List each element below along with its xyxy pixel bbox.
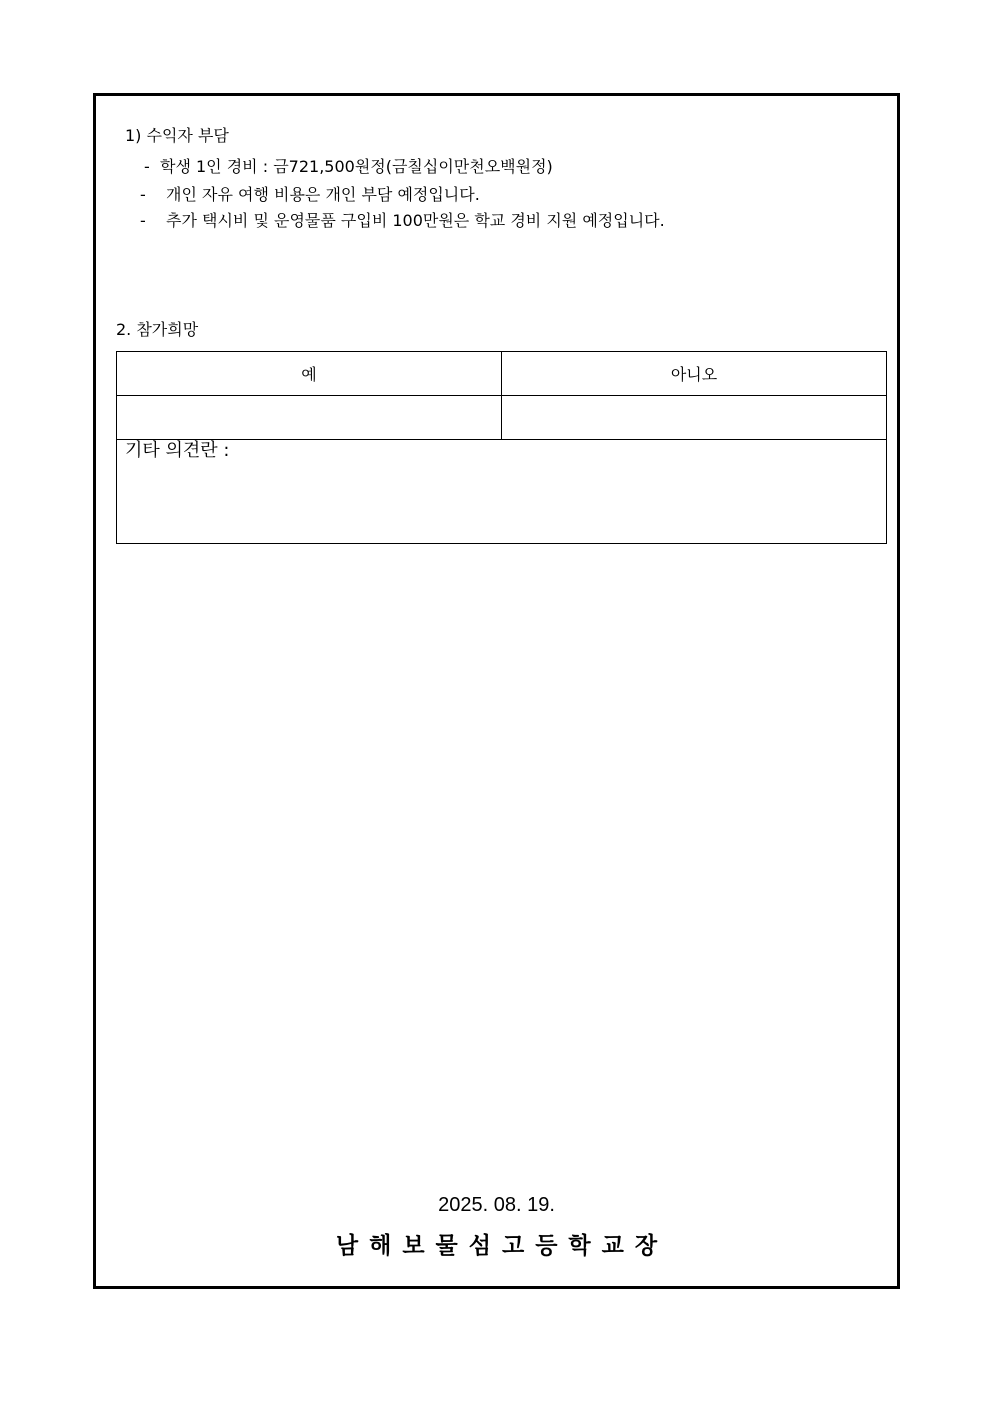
participation-table [116, 351, 887, 544]
opinion-row [117, 440, 887, 544]
opinion-cell[interactable] [117, 440, 887, 544]
document-date: 2025. 08. 19. [438, 1194, 555, 1216]
cost-section-title: 1) 수익자 부담 [125, 126, 229, 145]
bullet-text: 추가 택시비 및 운영물품 구입비 100만원은 학교 경비 지원 예정입니다. [166, 211, 665, 230]
document-frame [93, 93, 900, 1289]
bullet-dash: - [144, 157, 150, 176]
no-answer-cell[interactable] [502, 396, 887, 440]
no-header-cell: 아니오 [502, 352, 887, 396]
participation-header-row [117, 352, 887, 396]
signer-title: 남해보물섬고등학교장 [335, 1233, 669, 1259]
yes-header-cell: 예 [117, 352, 502, 396]
cost-bullet-personal-travel [140, 185, 480, 205]
cost-bullet-school-support [140, 211, 665, 231]
bullet-text: 학생 1인 경비 : 금721,500원정(금칠십이만천오백원정) [160, 157, 553, 176]
bullet-dash: - [140, 185, 146, 204]
yes-answer-cell[interactable] [117, 396, 502, 440]
cost-bullet-student-fee [144, 157, 553, 177]
opinion-label: 기타 의견란 : [125, 440, 230, 461]
bullet-dash: - [140, 211, 146, 230]
bullet-text: 개인 자유 여행 비용은 개인 부담 예정입니다. [166, 185, 480, 204]
participation-heading: 2. 참가희망 [116, 320, 199, 339]
participation-answer-row [117, 396, 887, 440]
